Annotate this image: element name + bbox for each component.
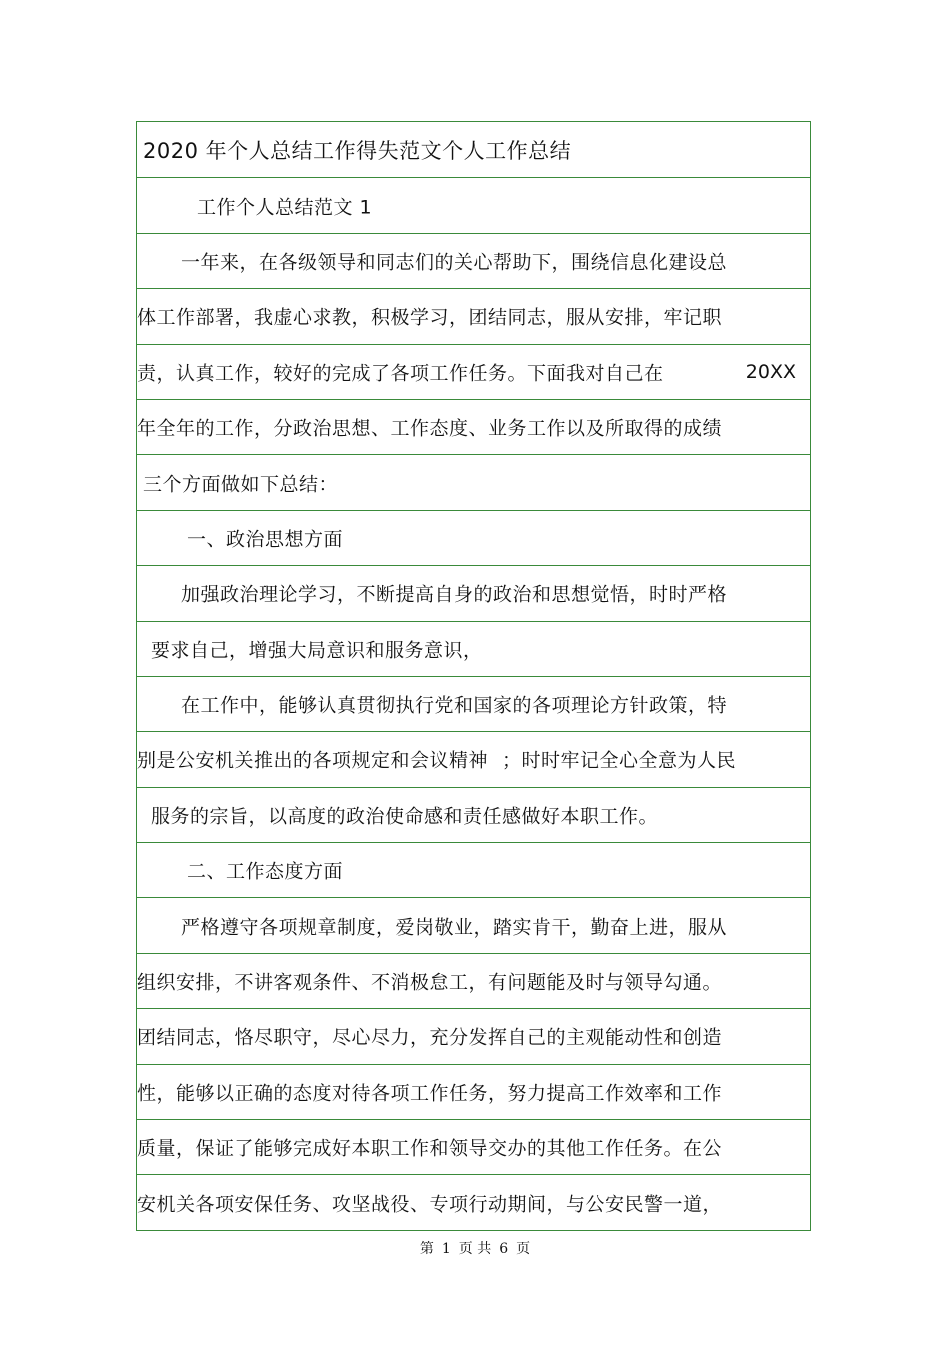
paragraph-line: 质量，保证了能够完成好本职工作和领导交办的其他工作任务。在公 [137, 1137, 723, 1160]
text-row [137, 897, 810, 952]
paragraph-line: 年全年的工作，分政治思想、工作态度、业务工作以及所取得的成绩 [137, 417, 723, 440]
paragraph-line: 严格遵守各项规章制度，爱岗敬业，踏实肯干，勤奋上进，服从 [181, 916, 728, 939]
text-row [137, 344, 810, 399]
footer-mid: 页 共 [458, 1241, 492, 1257]
text-row [137, 676, 810, 731]
paragraph-line-start: 别是公安机关推出的各项规定和会议精神 [137, 749, 489, 772]
text-row [137, 565, 810, 620]
paragraph-line: 一年来，在各级领导和同志们的关心帮助下，围绕信息化建设总 [181, 251, 728, 274]
text-row [137, 233, 810, 288]
paragraph-line: 安机关各项安保任务、攻坚战役、专项行动期间，与公安民警一道， [137, 1193, 723, 1216]
year-placeholder: 20XX [745, 360, 796, 383]
paragraph-line: 三个方面做如下总结： [143, 473, 339, 496]
text-row [137, 1064, 810, 1119]
paragraph-line: 性，能够以正确的态度对待各项工作任务，努力提高工作效率和工作 [137, 1082, 723, 1105]
paragraph-line: 加强政治理论学习，不断提高自身的政治和思想觉悟，时时严格 [181, 583, 728, 606]
text-row [137, 177, 810, 232]
text-row [137, 842, 810, 897]
paragraph-line: 在工作中，能够认真贯彻执行党和国家的各项理论方针政策，特 [181, 694, 728, 717]
document-title: 2020 年个人总结工作得失范文个人工作总结 [143, 138, 572, 163]
paragraph-line: 团结同志，恪尽职守，尽心尽力，充分发挥自己的主观能动性和创造 [137, 1026, 723, 1049]
text-row [137, 399, 810, 454]
paragraph-line: 责，认真工作，较好的完成了各项工作任务。下面我对自己在 [137, 362, 664, 385]
text-row [137, 621, 810, 676]
text-row [137, 787, 810, 842]
section-heading: 一、政治思想方面 [187, 528, 344, 551]
paragraph-line: 体工作部署，我虚心求教，积极学习，团结同志，服从安排，牢记职 [137, 306, 723, 329]
paragraph-line [137, 746, 736, 773]
paragraph-line: 服务的宗旨，以高度的政治使命感和责任感做好本职工作。 [151, 805, 659, 828]
section-heading: 二、工作态度方面 [187, 860, 344, 883]
footer-total-pages: 6 [499, 1241, 509, 1257]
footer-suffix: 页 [516, 1241, 531, 1257]
footer-prefix: 第 [419, 1241, 434, 1257]
text-row [137, 1174, 810, 1229]
text-row [137, 288, 810, 343]
footer-page-number: 1 [441, 1241, 451, 1257]
text-row [137, 1119, 810, 1174]
text-row [137, 510, 810, 565]
text-row [137, 953, 810, 1008]
document-table [136, 121, 811, 1231]
title-row [137, 122, 810, 177]
paragraph-line: 要求自己，增强大局意识和服务意识， [151, 639, 483, 662]
paragraph-line: 组织安排，不讲客观条件、不消极怠工，有问题能及时与领导勾通。 [137, 971, 723, 994]
paragraph-line-continuation: ；时时牢记全心全意为人民 [502, 749, 737, 772]
section-subtitle: 工作个人总结范文 1 [197, 196, 373, 219]
text-row [137, 731, 810, 786]
page-footer [0, 1238, 950, 1258]
text-row [137, 454, 810, 509]
text-row [137, 1008, 810, 1063]
